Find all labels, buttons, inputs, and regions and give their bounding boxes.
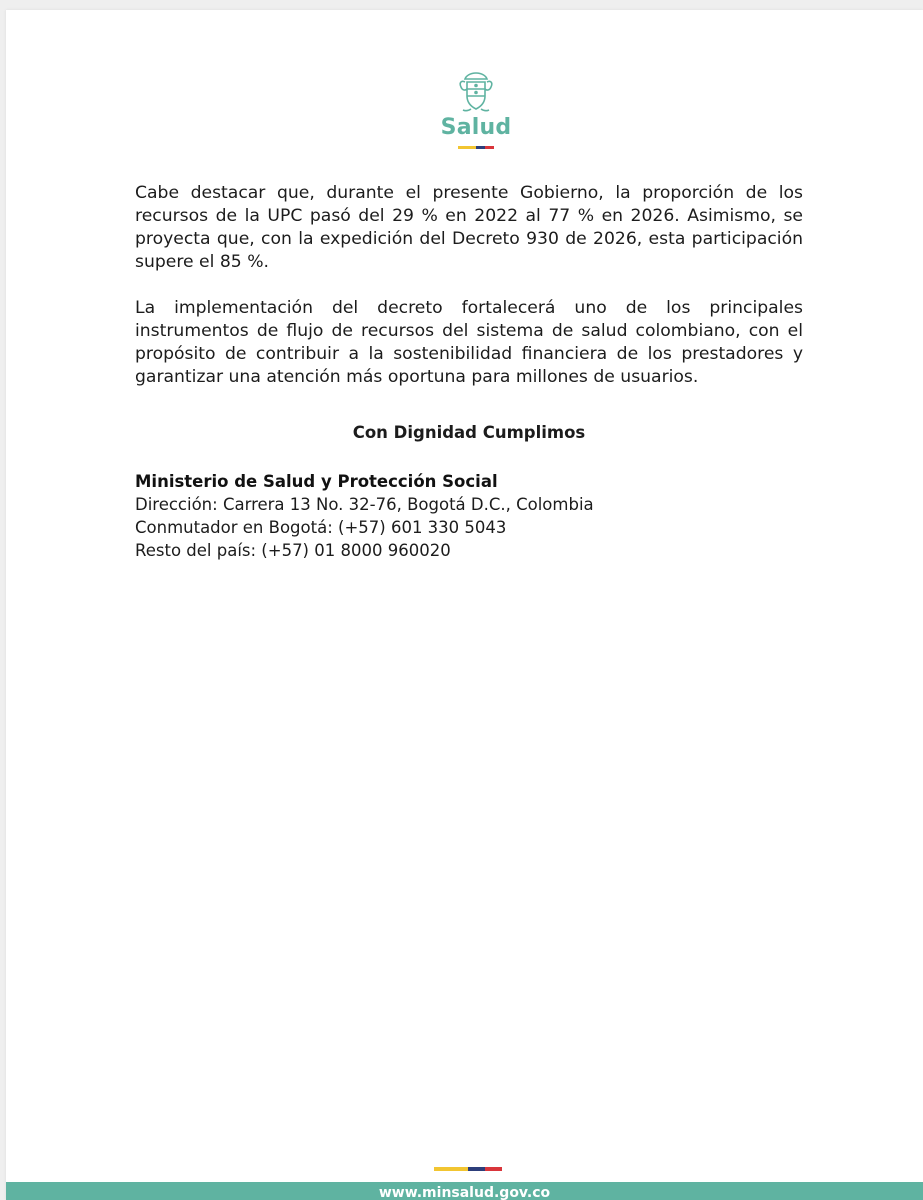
paragraph-2: La implementación del decreto fortalecerá uno de los principales instrumentos de flujo de recursos del sistema de salud colombiano, con el propósito de contribuir a la sostenibilidad financiera de los prestadores y garantizar una atención más oportuna para millones de usuarios.: [135, 298, 803, 387]
phone-country-line: Resto del país: (+57) 01 8000 960020: [135, 541, 451, 560]
logo-wordmark: Salud: [440, 115, 512, 140]
contact-block: [135, 470, 594, 562]
document-page: [6, 10, 923, 1200]
organization-name: Ministerio de Salud y Protección Social: [135, 472, 498, 491]
address-line: Dirección: Carrera 13 No. 32-76, Bogotá D.C., Colombia: [135, 495, 594, 514]
footer-flag-blue: [468, 1167, 485, 1171]
flag-yellow: [458, 146, 476, 149]
coat-of-arms-icon: [456, 70, 496, 114]
body-text: [135, 182, 803, 412]
footer-website-link[interactable]: www.minsalud.gov.co: [378, 1185, 551, 1200]
flag-red: [485, 146, 494, 149]
flag-stripe: [458, 146, 494, 149]
paragraph-1: Cabe destacar que, durante el presente Gobierno, la proporción de los recursos de la UPC pasó del 29 % en 2022 al 77 % en 2026. Asimismo, se proyecta que, con la expedición del Decreto 930 de 2026, esta participación supere el 85 %.: [135, 183, 803, 272]
footer-flag-stripe: [434, 1167, 502, 1171]
footer-flag-red: [485, 1167, 502, 1171]
footer-flag-yellow: [434, 1167, 468, 1171]
flag-blue: [476, 146, 485, 149]
phone-bogota-line: Conmutador en Bogotá: (+57) 601 330 5043: [135, 518, 507, 537]
footer-bar: [6, 1182, 923, 1200]
motto: Con Dignidad Cumplimos: [352, 423, 586, 442]
salud-logo: [436, 70, 516, 160]
